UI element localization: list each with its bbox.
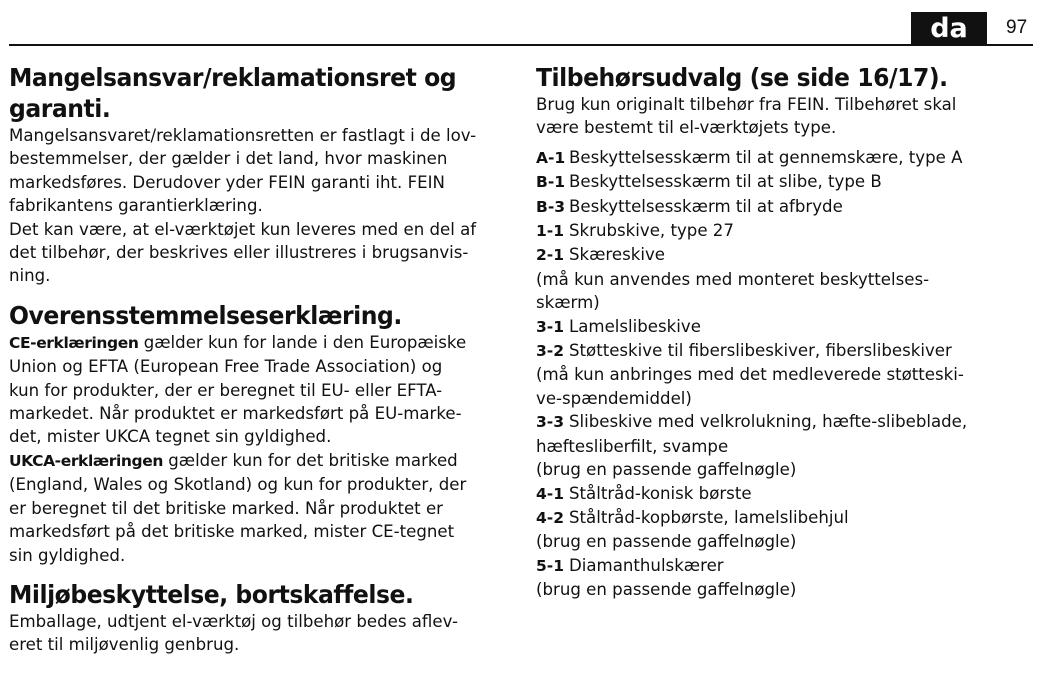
- item-code: 3-2: [536, 342, 565, 361]
- note-line: hæftesliberfilt, svampe: [536, 436, 729, 456]
- list-item: [536, 506, 1026, 530]
- ukca-declaration-lead: UKCA-erklæringen: [9, 451, 163, 470]
- accessories-heading: Tilbehørsudvalg (se side 16/17).: [536, 63, 948, 92]
- list-item: [536, 339, 1026, 363]
- section-environment: [9, 579, 504, 657]
- list-item: [536, 170, 1026, 194]
- text-line: det, mister UKCA tegnet sin gyldighed.: [9, 427, 332, 447]
- item-text: Lamelslibeskive: [569, 316, 701, 336]
- section-warranty: [9, 62, 504, 288]
- text-line: gælder kun for det britiske marked: [162, 450, 458, 470]
- text-line: markedsføres. Derudover yder FEIN garanti iht. FEIN: [9, 172, 445, 192]
- list-item: [536, 482, 1026, 506]
- list-item: [536, 410, 1026, 434]
- item-code: 1-1: [536, 222, 565, 241]
- warranty-paragraph-2: [9, 218, 504, 288]
- item-code: 3-1: [536, 317, 565, 336]
- environment-paragraph: [9, 610, 504, 657]
- list-item: [536, 146, 1026, 170]
- text-line: Det kan være, at el-værktøjet kun leveres med en del af: [9, 219, 477, 239]
- list-item: [536, 219, 1026, 243]
- note-line: ve-spændemiddel): [536, 388, 692, 408]
- item-text: Ståltråd-konisk børste: [569, 483, 752, 503]
- item-code: B-1: [536, 173, 566, 192]
- item-code: 2-1: [536, 246, 565, 265]
- text-line: markedet. Når produktet er markedsført på EU-marke-: [9, 404, 462, 424]
- item-code: A-1: [536, 148, 566, 167]
- left-column: [9, 62, 504, 657]
- language-tab: da: [911, 12, 987, 46]
- note-line: (må kun anvendes med monteret beskyttelses-: [536, 269, 930, 289]
- text-line: (England, Wales og Skotland) og kun for produkter, der: [9, 475, 467, 495]
- text-line: er beregnet til det britiske marked. Når produktet er: [9, 498, 443, 518]
- text-line: fabrikantens garantierklæring.: [9, 196, 263, 216]
- item-text: Skrubskive, type 27: [569, 221, 734, 241]
- text-line: markedsført på det britiske marked, mister CE-tegnet: [9, 522, 455, 542]
- text-line: sin gyldighed.: [9, 545, 126, 565]
- text-line: bestemmelser, der gælder i det land, hvor maskinen: [9, 149, 448, 169]
- list-item-note: [536, 363, 1026, 410]
- item-text: Slibeskive med velkrolukning, hæfte-slibeblade,: [569, 412, 968, 432]
- ukca-declaration-paragraph: [9, 449, 504, 567]
- list-item-note: [536, 435, 1026, 458]
- note-line: (brug en passende gaffelnøgle): [536, 580, 797, 600]
- item-text: Skæreskive: [569, 245, 665, 265]
- accessories-intro: [536, 93, 1026, 140]
- text-line: gælder kun for lande i den Europæiske: [138, 332, 467, 352]
- text-line: Union og EFTA (European Free Trade Association) og: [9, 357, 443, 377]
- item-text: Beskyttelsesskærm til at gennemskære, type A: [569, 147, 963, 167]
- accessories-list: [536, 146, 1026, 602]
- item-code: B-3: [536, 197, 566, 216]
- item-text: Beskyttelsesskærm til at slibe, type B: [569, 172, 882, 192]
- text-line: det tilbehør, der beskrives eller illustreres i brugsanvis-: [9, 243, 469, 263]
- conformity-heading: Overensstemmelseserklæring.: [9, 300, 402, 330]
- list-item: [536, 243, 1026, 267]
- warranty-heading-line-1: Mangelsansvar/reklamationsret og: [9, 63, 457, 92]
- section-conformity: [9, 300, 504, 567]
- item-text: Støtteskive til fiberslibeskiver, fiberslibeskiver: [569, 341, 952, 361]
- header-rule: [9, 44, 1033, 46]
- page-number: 97: [1006, 17, 1028, 38]
- list-item-note: [536, 578, 1026, 601]
- text-line: Emballage, udtjent el-værktøj og tilbehør bedes aflev-: [9, 611, 458, 631]
- item-code: 3-3: [536, 413, 565, 432]
- item-text: Ståltråd-kopbørste, lamelslibehjul: [569, 507, 849, 527]
- item-code: 5-1: [536, 556, 565, 575]
- warranty-heading-line-2: garanti.: [9, 94, 111, 123]
- note-line: (brug en passende gaffelnøgle): [536, 460, 797, 480]
- note-line: (må kun anbringes med det medleverede støtteski-: [536, 365, 964, 385]
- list-item-note: [536, 530, 1026, 553]
- item-text: Beskyttelsesskærm til at afbryde: [569, 196, 843, 216]
- text-line: eret til miljøvenlig genbrug.: [9, 635, 240, 655]
- text-line: Mangelsansvaret/reklamationsretten er fastlagt i de lov-: [9, 126, 477, 145]
- item-code: 4-2: [536, 508, 565, 527]
- list-item: [536, 195, 1026, 219]
- environment-heading: Miljøbeskyttelse, bortskaffelse.: [9, 579, 414, 609]
- note-line: (brug en passende gaffelnøgle): [536, 532, 797, 552]
- list-item-note: [536, 268, 1026, 315]
- list-item-note: [536, 458, 1026, 481]
- text-line: ning.: [9, 266, 51, 286]
- text-line: Brug kun originalt tilbehør fra FEIN. Tilbehøret skal: [536, 95, 957, 114]
- ce-declaration-paragraph: [9, 331, 504, 449]
- note-line: skærm): [536, 293, 600, 313]
- right-column: [536, 62, 1026, 602]
- warranty-heading: [9, 62, 474, 124]
- warranty-paragraph-1: [9, 124, 504, 218]
- list-item: [536, 315, 1026, 339]
- text-line: kun for produkter, der er beregnet til EU- eller EFTA-: [9, 380, 443, 400]
- list-item: [536, 554, 1026, 578]
- item-code: 4-1: [536, 484, 565, 503]
- text-line: være bestemt til el-værktøjets type.: [536, 118, 837, 138]
- ce-declaration-lead: CE-erklæringen: [9, 333, 139, 352]
- item-text: Diamanthulskærer: [569, 555, 724, 575]
